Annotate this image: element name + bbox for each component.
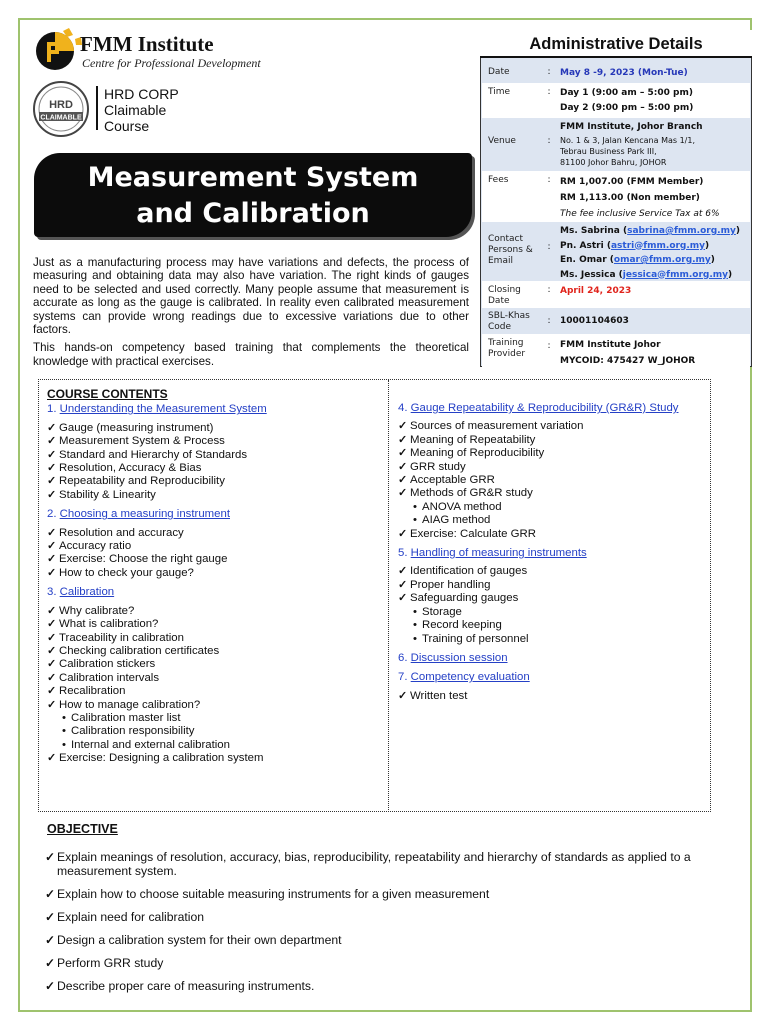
course-item: ✓ Recalibration	[47, 685, 383, 698]
course-section-link[interactable]: Gauge Repeatability & Reproducibility (GR&R) Study	[410, 402, 679, 414]
course-section-number: 4.	[398, 402, 411, 414]
course-item: ✓ Methods of GR&R study	[398, 487, 706, 500]
course-item: ✓ Why calibrate?	[47, 605, 383, 618]
course-item: ✓ Resolution, Accuracy & Bias	[47, 462, 383, 475]
svg-text:HRD: HRD	[49, 99, 73, 111]
course-subitem: • Internal and external calibration	[47, 739, 383, 752]
course-section-title[interactable]	[398, 547, 706, 560]
svg-text:CLAIMABLE: CLAIMABLE	[40, 114, 82, 122]
org-tagline: Centre for Professional Development	[82, 56, 261, 70]
venue-address-1: No. 1 & 3, Jalan Kencana Mas 1/1,	[560, 136, 696, 145]
hrd-corp-logo-icon	[30, 80, 92, 138]
course-item: ✓ Exercise: Designing a calibration system	[47, 752, 383, 765]
provider-id: MYCOID: 475427 W_JOHOR	[560, 356, 696, 366]
admin-title: Administrative Details	[480, 30, 752, 58]
sbl-code-value: 10001104603	[560, 316, 629, 326]
course-section-link[interactable]: Choosing a measuring instrument	[59, 508, 230, 521]
course-section-number: 5.	[398, 547, 411, 560]
course-section-title[interactable]	[398, 652, 706, 665]
admin-row-sbl: SBL-Khas Code : 10001104603	[482, 308, 750, 335]
course-item: ✓ Repeatability and Reproducibility	[47, 475, 383, 488]
admin-table	[482, 64, 750, 368]
course-section-title[interactable]	[47, 586, 383, 599]
admin-row-fees: Fees : RM 1,007.00 (FMM Member) RM 1,113.00 (Non member) The fee inclusive Service Tax at 6%	[482, 172, 750, 222]
course-item: ✓ Proper handling	[398, 579, 706, 592]
course-item: ✓ Safeguarding gauges	[398, 592, 706, 605]
course-contents-left-column	[47, 388, 383, 766]
objective-heading: OBJECTIVE	[47, 822, 118, 836]
course-item: ✓ How to check your gauge?	[47, 567, 383, 580]
course-item: ✓ Standard and Hierarchy of Standards	[47, 449, 383, 462]
course-item: ✓ Calibration stickers	[47, 658, 383, 671]
course-section-number: 3.	[47, 586, 60, 599]
hrd-divider	[96, 86, 98, 130]
course-item: ✓ Exercise: Choose the right gauge	[47, 553, 383, 566]
contact-name: Ms. Sabrina	[560, 226, 620, 236]
hrd-line-3: Course	[104, 118, 150, 134]
course-section-link[interactable]: Discussion session	[410, 651, 508, 664]
course-item: ✓ Meaning of Reproducibility	[398, 447, 706, 460]
course-item: ✓ Identification of gauges	[398, 565, 706, 578]
course-section-title[interactable]	[398, 402, 706, 415]
time-label: Time	[488, 87, 511, 97]
course-item: ✓ Acceptable GRR	[398, 474, 706, 487]
contact-email-link[interactable]: sabrina@fmm.org.my	[627, 226, 736, 236]
course-subitem: • Storage	[398, 606, 706, 619]
course-section-5	[398, 547, 706, 646]
hrd-line-2: Claimable	[104, 102, 167, 118]
org-name: FMM Institute	[80, 32, 214, 56]
intro-paragraph-2: This hands-on competency based training that complements the theoretical knowledge with practical exercises.	[33, 341, 469, 368]
course-subitem: • Calibration master list	[47, 712, 383, 725]
course-item: ✓ Meaning of Repeatability	[398, 434, 706, 447]
venue-label: Venue	[488, 136, 516, 146]
intro-text	[33, 256, 469, 373]
venue-name: FMM Institute, Johor Branch	[560, 122, 703, 132]
course-subitem: • Calibration responsibility	[47, 725, 383, 738]
course-section-6	[398, 652, 706, 665]
contact-email-link[interactable]: jessica@fmm.org.my	[622, 269, 728, 280]
contact-name: Ms. Jessica	[560, 269, 616, 280]
contact-name: En. Omar	[560, 255, 607, 265]
course-item: ✓ What is calibration?	[47, 618, 383, 631]
course-section-number: 1.	[47, 403, 60, 416]
course-section-7	[398, 671, 706, 703]
contact-label: Contact Persons & Email	[488, 234, 533, 266]
hrd-claimable-note	[104, 86, 179, 134]
hrd-line-1: HRD CORP	[104, 86, 179, 102]
course-section-link[interactable]: Calibration	[59, 586, 115, 599]
course-section-1	[47, 403, 383, 502]
course-item: ✓ Checking calibration certificates	[47, 645, 383, 658]
course-item: ✓ Exercise: Calculate GRR	[398, 528, 706, 541]
contact-email-link[interactable]: omar@fmm.org.my	[613, 255, 711, 265]
sbl-label: SBL-Khas Code	[488, 311, 530, 332]
course-section-link[interactable]: Understanding the Measurement System	[59, 403, 267, 416]
admin-row-closing: Closing Date : April 24, 2023	[482, 282, 750, 308]
course-section-number: 7.	[398, 671, 411, 684]
objective-item: ✓ Explain how to choose suitable measuring instruments for a given measurement	[47, 887, 727, 901]
admin-row-contacts: Contact Persons & Email : Ms. Sabrina (sabrina@fmm.org.my) Pn. Astri (astri@fmm.org.my) En. Omar (omar@fmm.org.my) Ms. Jessica (jessica@fmm.org.my)	[482, 222, 750, 282]
course-item: ✓ Accuracy ratio	[47, 540, 383, 553]
course-item: ✓ Sources of measurement variation	[398, 420, 706, 433]
course-section-2	[47, 508, 383, 580]
admin-row-provider: Training Provider : FMM Institute Johor MYCOID: 475427 W_JOHOR	[482, 335, 750, 368]
course-subitem: • AIAG method	[398, 514, 706, 527]
course-item: ✓ Written test	[398, 690, 706, 703]
course-section-title[interactable]	[47, 403, 383, 416]
course-contents-divider	[388, 380, 389, 812]
fees-label: Fees	[488, 175, 509, 185]
time-day2: Day 2 (9:00 pm – 5:00 pm)	[560, 103, 694, 113]
contact-omar: En. Omar (omar@fmm.org.my)	[560, 255, 715, 265]
course-subitem: • Training of personnel	[398, 633, 706, 646]
contact-sabrina: Ms. Sabrina (sabrina@fmm.org.my)	[560, 226, 740, 236]
course-section-link[interactable]: Handling of measuring instruments	[410, 547, 587, 560]
objective-item: ✓ Perform GRR study	[47, 956, 727, 970]
objective-section	[47, 822, 727, 1002]
course-item: ✓ Stability & Linearity	[47, 489, 383, 502]
course-title	[34, 160, 472, 232]
closing-label: Closing Date	[488, 285, 521, 306]
objective-item: ✓ Explain meanings of resolution, accuracy, bias, reproducibility, repeatability and hierarchy of standards as applied to a measurement system.	[47, 850, 727, 878]
closing-date-value: April 24, 2023	[560, 286, 632, 296]
course-section-number: 2.	[47, 508, 60, 521]
course-section-4	[398, 402, 706, 541]
fmm-logo-icon	[33, 27, 85, 73]
provider-name: FMM Institute Johor	[560, 340, 661, 350]
course-item: ✓ How to manage calibration?	[47, 699, 383, 712]
course-subitem: • Record keeping	[398, 619, 706, 632]
venue-address-2: Tebrau Business Park III,	[560, 147, 657, 156]
course-subitem: • ANOVA method	[398, 501, 706, 514]
date-label: Date	[488, 67, 510, 77]
course-contents-heading: COURSE CONTENTS	[47, 387, 168, 401]
objective-item: ✓ Describe proper care of measuring instruments.	[47, 979, 727, 993]
intro-paragraph-1: Just as a manufacturing process may have variations and defects, the process of measuring and obtaining data may also have variation. The right kinds of gauges need to be selected and used correctly. Many people assume that measurement is accurate as long as the gauge is calibrated. In reality even calibrated measurement systems can provide wrong readings due to excessive variations due to other factors.	[33, 256, 469, 337]
course-section-3	[47, 586, 383, 765]
time-day1: Day 1 (9:00 am – 5:00 pm)	[560, 88, 693, 98]
course-section-number: 6.	[398, 651, 411, 664]
course-item: ✓ GRR study	[398, 461, 706, 474]
course-contents-right-column	[398, 402, 706, 703]
admin-row-date: Date : May 8 -9, 2023 (Mon-Tue)	[482, 64, 750, 84]
course-item: ✓ Calibration intervals	[47, 672, 383, 685]
course-item: ✓ Gauge (measuring instrument)	[47, 422, 383, 435]
fee-note: The fee inclusive Service Tax at 6%	[560, 209, 720, 219]
admin-row-venue: Venue : FMM Institute, Johor Branch No. 1 & 3, Jalan Kencana Mas 1/1, Tebrau Business Park III, 81100 Johor Bahru, JOHOR	[482, 118, 750, 172]
course-item: ✓ Traceability in calibration	[47, 632, 383, 645]
course-section-title[interactable]	[47, 508, 383, 521]
course-item: ✓ Resolution and accuracy	[47, 527, 383, 540]
venue-address-3: 81100 Johor Bahru, JOHOR	[560, 158, 667, 167]
provider-label: Training Provider	[488, 338, 526, 359]
contact-astri: Pn. Astri (astri@fmm.org.my)	[560, 240, 710, 251]
course-section-title[interactable]	[398, 671, 706, 684]
course-title-line-1: Measurement System	[87, 162, 419, 193]
objective-item: ✓ Explain need for calibration	[47, 910, 727, 924]
contact-email-link[interactable]: astri@fmm.org.my	[610, 240, 706, 251]
date-value: May 8 -9, 2023 (Mon-Tue)	[560, 68, 688, 78]
fee-member: RM 1,007.00 (FMM Member)	[560, 177, 704, 187]
objective-item: ✓ Design a calibration system for their own department	[47, 933, 727, 947]
admin-row-time: Time : Day 1 (9:00 am – 5:00 pm) Day 2 (9:00 pm – 5:00 pm)	[482, 84, 750, 118]
fee-nonmember: RM 1,113.00 (Non member)	[560, 193, 700, 203]
contact-jessica: Ms. Jessica (jessica@fmm.org.my)	[560, 269, 733, 280]
contact-name: Pn. Astri	[560, 240, 604, 251]
course-item: ✓ Measurement System & Process	[47, 435, 383, 448]
course-title-line-2: and Calibration	[136, 198, 370, 229]
course-section-link[interactable]: Competency evaluation	[410, 671, 530, 684]
